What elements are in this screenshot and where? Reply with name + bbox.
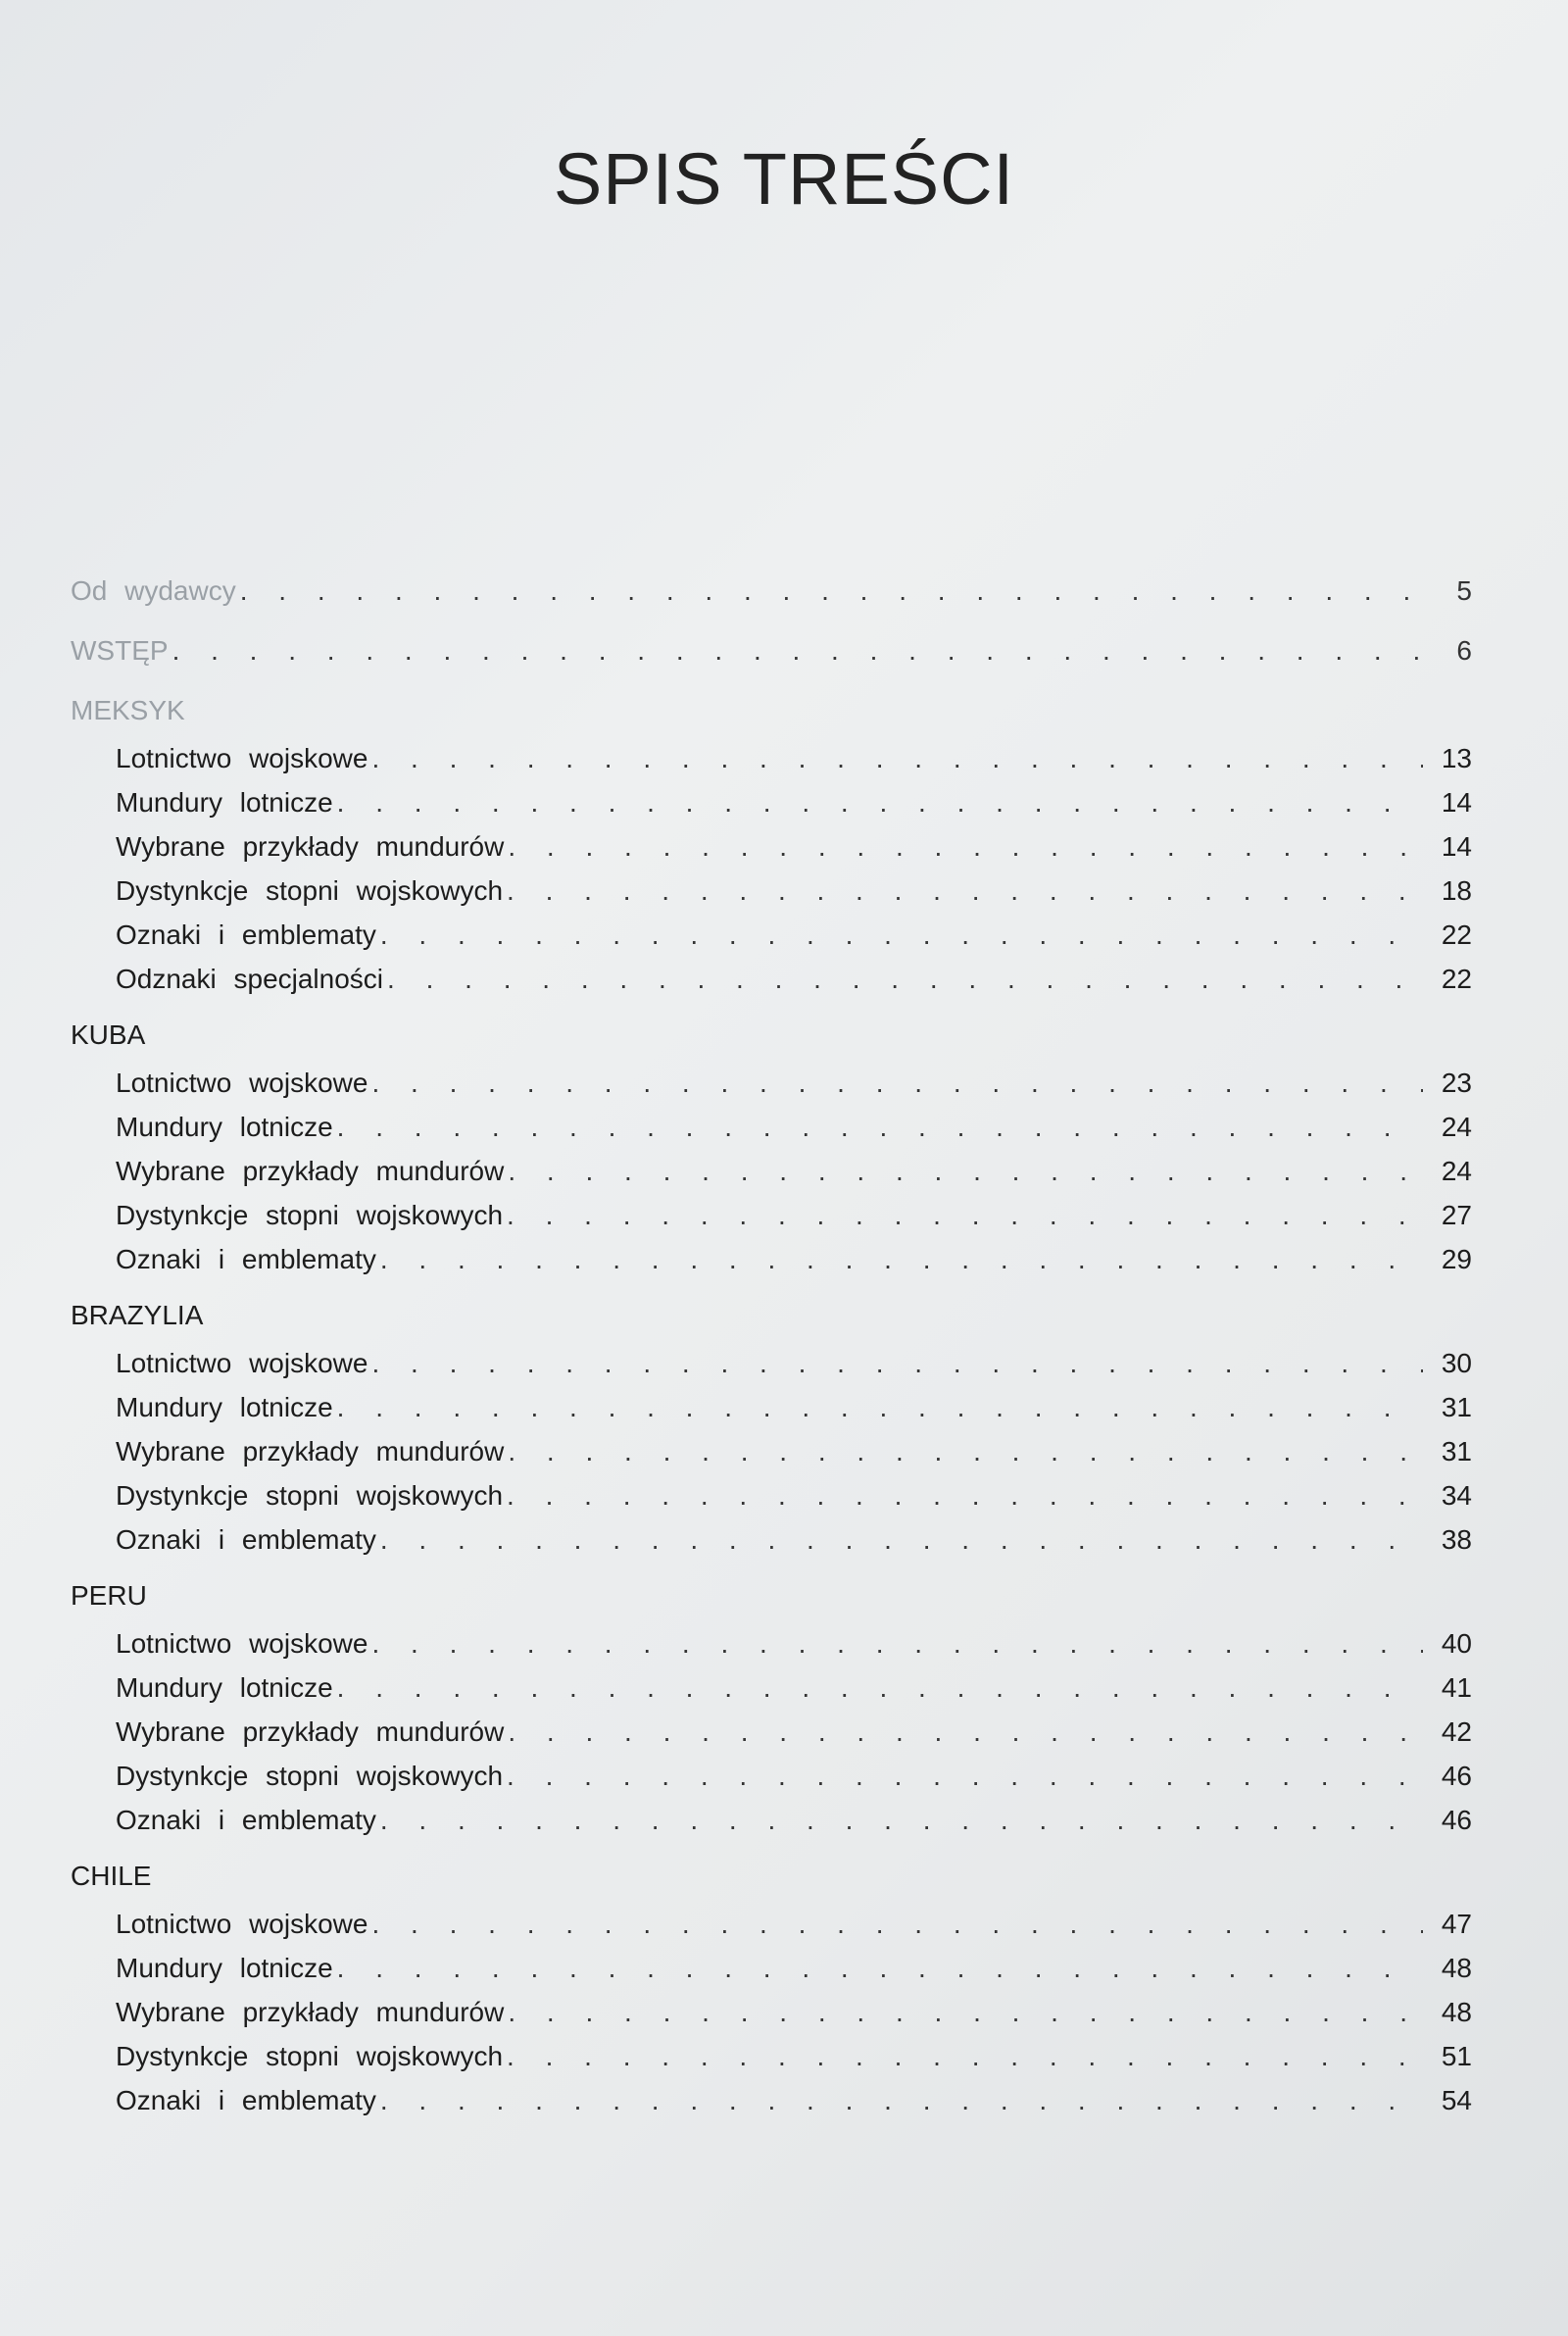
toc-entry-label: Mundury lotnicze bbox=[116, 1953, 333, 1983]
toc-entry-label: Lotnictwo wojskowe bbox=[116, 1628, 368, 1659]
dot-leader bbox=[380, 2078, 1423, 2122]
toc-entry-page: 31 bbox=[1441, 1392, 1472, 1422]
toc-entry bbox=[71, 2034, 1472, 2078]
toc-section bbox=[71, 1013, 1472, 1281]
section-heading: MEKSYK bbox=[71, 695, 185, 725]
toc-entry bbox=[71, 1061, 1472, 1105]
toc-entry-label: Mundury lotnicze bbox=[116, 1112, 333, 1142]
toc-entry-page: 46 bbox=[1441, 1805, 1472, 1835]
toc-sections bbox=[71, 688, 1472, 2122]
dot-leader bbox=[507, 1473, 1423, 1517]
toc-entry bbox=[71, 1754, 1472, 1798]
toc-entry-label: WSTĘP bbox=[71, 635, 169, 666]
toc-entry-page: 18 bbox=[1441, 875, 1472, 906]
toc-entry-label: Lotnictwo wojskowe bbox=[116, 743, 368, 773]
toc-entry-publisher-note bbox=[71, 569, 1472, 613]
dot-leader bbox=[508, 1710, 1423, 1754]
toc-entry-page: 38 bbox=[1441, 1524, 1472, 1555]
toc-entry bbox=[71, 957, 1472, 1001]
dot-leader bbox=[337, 1105, 1423, 1149]
dot-leader bbox=[380, 1237, 1423, 1281]
toc-entry bbox=[71, 1798, 1472, 1842]
toc-entry-page: 54 bbox=[1441, 2085, 1472, 2115]
dot-leader bbox=[507, 1193, 1423, 1237]
toc-entry-label: Mundury lotnicze bbox=[116, 787, 333, 818]
toc-entry-label: Oznaki i emblematy bbox=[116, 919, 376, 950]
section-heading: BRAZYLIA bbox=[71, 1300, 204, 1330]
section-heading: KUBA bbox=[71, 1019, 146, 1050]
section-heading: PERU bbox=[71, 1580, 147, 1611]
toc-entry bbox=[71, 1946, 1472, 1990]
toc-entry-page: 34 bbox=[1441, 1480, 1472, 1511]
toc-entry bbox=[71, 1149, 1472, 1193]
toc-entry bbox=[71, 1429, 1472, 1473]
toc-entry-introduction bbox=[71, 628, 1472, 672]
toc-entry bbox=[71, 736, 1472, 780]
toc-entry-page: 29 bbox=[1441, 1244, 1472, 1274]
toc-entry-label: Wybrane przykłady mundurów bbox=[116, 831, 505, 862]
toc-entry bbox=[71, 1237, 1472, 1281]
toc-entry bbox=[71, 1193, 1472, 1237]
toc-entry-label: Wybrane przykłady mundurów bbox=[116, 1716, 505, 1747]
toc-entry-label: Wybrane przykłady mundurów bbox=[116, 1156, 505, 1186]
dot-leader bbox=[337, 1385, 1423, 1429]
toc-entry-label: Oznaki i emblematy bbox=[116, 1805, 376, 1835]
dot-leader bbox=[507, 2034, 1423, 2078]
toc-entry bbox=[71, 913, 1472, 957]
toc-entry-page: 41 bbox=[1441, 1672, 1472, 1703]
toc-entry-label: Lotnictwo wojskowe bbox=[116, 1909, 368, 1939]
toc-entry-label: Dystynkcje stopni wojskowych bbox=[116, 875, 504, 906]
toc-entry bbox=[71, 1621, 1472, 1665]
toc-entry-page: 24 bbox=[1441, 1112, 1472, 1142]
toc-entry bbox=[71, 824, 1472, 869]
toc-entry-page: 23 bbox=[1441, 1068, 1472, 1098]
table-of-contents bbox=[71, 569, 1472, 2134]
toc-entry bbox=[71, 1665, 1472, 1710]
toc-entry-label: Dystynkcje stopni wojskowych bbox=[116, 1480, 504, 1511]
toc-entry bbox=[71, 1385, 1472, 1429]
dot-leader bbox=[371, 1621, 1423, 1665]
toc-entry bbox=[71, 1105, 1472, 1149]
toc-entry-page: 13 bbox=[1441, 743, 1472, 773]
toc-entry-page: 47 bbox=[1441, 1909, 1472, 1939]
toc-entry-label: Mundury lotnicze bbox=[116, 1392, 333, 1422]
dot-leader bbox=[507, 1754, 1423, 1798]
toc-entry-label: Wybrane przykłady mundurów bbox=[116, 1436, 505, 1466]
section-heading: CHILE bbox=[71, 1861, 152, 1891]
toc-entry-page: 48 bbox=[1441, 1953, 1472, 1983]
toc-entry bbox=[71, 780, 1472, 824]
toc-entry-page: 42 bbox=[1441, 1716, 1472, 1747]
toc-entry-page: 6 bbox=[1456, 635, 1472, 666]
dot-leader bbox=[380, 913, 1423, 957]
toc-entry-label: Dystynkcje stopni wojskowych bbox=[116, 1200, 504, 1230]
dot-leader bbox=[380, 1798, 1423, 1842]
toc-entry-page: 30 bbox=[1441, 1348, 1472, 1378]
toc-entry-label: Dystynkcje stopni wojskowych bbox=[116, 1761, 504, 1791]
toc-entry-page: 24 bbox=[1441, 1156, 1472, 1186]
toc-entry-page: 31 bbox=[1441, 1436, 1472, 1466]
page-title: SPIS TREŚCI bbox=[553, 138, 1015, 220]
dot-leader bbox=[380, 1517, 1423, 1562]
dot-leader bbox=[507, 869, 1423, 913]
toc-entry-page: 22 bbox=[1441, 964, 1472, 994]
dot-leader bbox=[508, 1149, 1423, 1193]
dot-leader bbox=[508, 1990, 1423, 2034]
toc-entry bbox=[71, 869, 1472, 913]
toc-entry-label: Dystynkcje stopni wojskowych bbox=[116, 2041, 504, 2071]
toc-section bbox=[71, 1854, 1472, 2122]
toc-entry-page: 22 bbox=[1441, 919, 1472, 950]
toc-entry bbox=[71, 1902, 1472, 1946]
toc-entry bbox=[71, 1473, 1472, 1517]
toc-entry-label: Oznaki i emblematy bbox=[116, 1524, 376, 1555]
dot-leader bbox=[337, 1946, 1423, 1990]
dot-leader bbox=[337, 1665, 1423, 1710]
toc-entry-label: Wybrane przykłady mundurów bbox=[116, 1997, 505, 2027]
dot-leader bbox=[371, 736, 1423, 780]
toc-entry-page: 40 bbox=[1441, 1628, 1472, 1659]
toc-entry-page: 5 bbox=[1456, 575, 1472, 606]
toc-section bbox=[71, 1293, 1472, 1562]
dot-leader bbox=[508, 824, 1423, 869]
toc-entry-page: 51 bbox=[1441, 2041, 1472, 2071]
toc-entry-label: Oznaki i emblematy bbox=[116, 1244, 376, 1274]
dot-leader bbox=[371, 1341, 1423, 1385]
toc-entry-label: Oznaki i emblematy bbox=[116, 2085, 376, 2115]
toc-entry bbox=[71, 1710, 1472, 1754]
toc-entry bbox=[71, 1517, 1472, 1562]
toc-entry bbox=[71, 2078, 1472, 2122]
toc-entry-label: Odznaki specjalności bbox=[116, 964, 384, 994]
toc-entry-page: 14 bbox=[1441, 787, 1472, 818]
dot-leader bbox=[371, 1902, 1423, 1946]
dot-leader bbox=[337, 780, 1423, 824]
toc-entry-page: 48 bbox=[1441, 1997, 1472, 2027]
toc-entry-label: Lotnictwo wojskowe bbox=[116, 1068, 368, 1098]
toc-entry-label: Mundury lotnicze bbox=[116, 1672, 333, 1703]
dot-leader bbox=[240, 569, 1423, 613]
dot-leader bbox=[371, 1061, 1423, 1105]
dot-leader bbox=[387, 957, 1423, 1001]
dot-leader bbox=[172, 628, 1423, 672]
dot-leader bbox=[508, 1429, 1423, 1473]
toc-section bbox=[71, 1573, 1472, 1842]
toc-entry bbox=[71, 1990, 1472, 2034]
toc-entry bbox=[71, 1341, 1472, 1385]
toc-entry-label: Od wydawcy bbox=[71, 575, 236, 606]
toc-entry-label: Lotnictwo wojskowe bbox=[116, 1348, 368, 1378]
toc-section bbox=[71, 688, 1472, 1001]
toc-entry-page: 14 bbox=[1441, 831, 1472, 862]
toc-entry-page: 46 bbox=[1441, 1761, 1472, 1791]
toc-entry-page: 27 bbox=[1441, 1200, 1472, 1230]
